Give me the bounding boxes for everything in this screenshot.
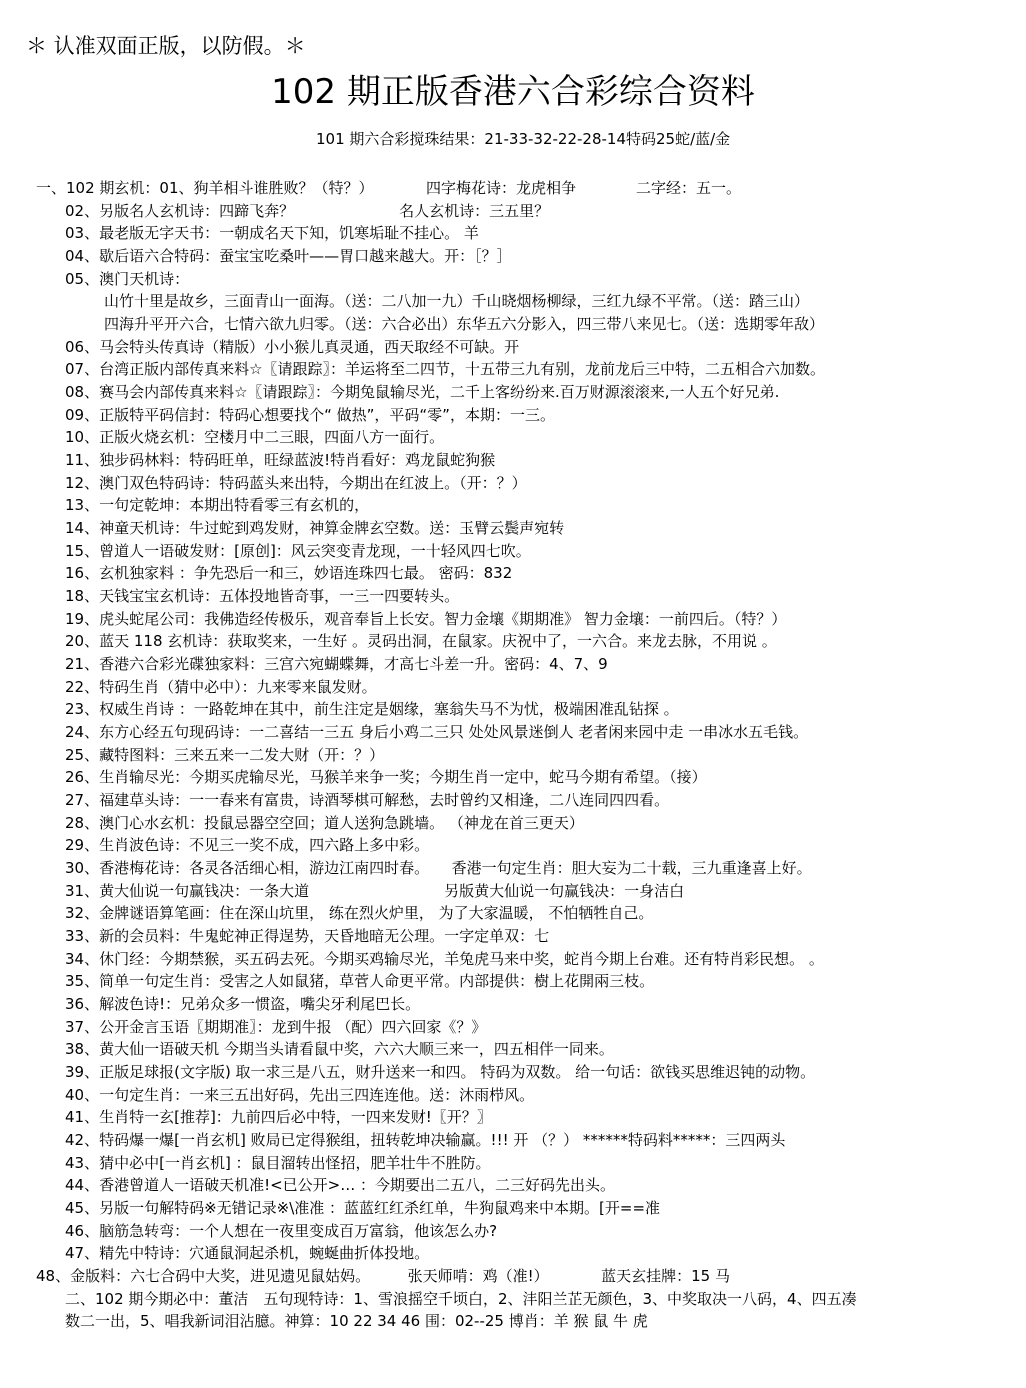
text-line: 32、金牌谜语算笔画：住在深山坑里， 练在烈火炉里， 为了大家温暖， 不怕牺牲自己。 [65,904,654,922]
text-line: 18、天钱宝宝玄机诗：五体投地皆奇事，一三一四要转头。 [65,587,460,605]
text-line: 03、最老版无字天书：一朝成名天下知，饥寒垢耻不挂心。 羊 [65,224,479,242]
text-line: 48、金版料：六七合码中大奖，进见遗见鼠姑妈。 张天师啃：鸡（准!） 蓝天玄挂牌：15 马 [36,1267,730,1285]
text-line: 45、另版一句解特码※无错记录※\准准 ：蓝蓝红红杀红单，牛狗鼠鸡来中本期。[开==准 [65,1199,661,1217]
text-line: 33、新的会员料：牛鬼蛇神正得逞势，天昏地暗无公理。一字定单双：七 [65,927,550,945]
text-line: 12、澳门双色特码诗：特码蓝头来出特，今期出在红波上。（开：？） [65,474,527,492]
text-line: 数二一出，5、唱我新词泪沾臆。神算：10 22 34 46 围：02--25 博肖：羊 猴 鼠 牛 虎 [65,1312,648,1330]
text-line: 24、东方心经五句现码诗：一二喜结一三五 身后小鸡二三只 处处风景迷倒人 老者闲来园中走 一串冰水五毛钱。 [65,723,809,741]
text-line: 07、台湾正版内部传真来料☆〖请跟踪〗：羊运将至二四节，十五带三九有别，龙前龙后三中特，二五相合六加数。 [65,360,826,378]
text-line: 山竹十里是故乡，三面青山一面海。（送：二八加一九）千山晓烟杨柳绿，三红九绿不平常。（送：踏三山） [104,292,810,310]
text-line: 25、藏特图料：三来五来一二发大财（开：？） [65,746,385,764]
text-line: 31、黄大仙说一句赢钱决：一条大道 另版黄大仙说一句赢钱决：一身洁白 [65,882,685,900]
text-line: 27、福建草头诗：一一春来有富贵，诗酒琴棋可解愁，去时曾约又相逢，二八连同四四看。 [65,791,670,809]
text-line: 09、正版特平码信封：特码心想要找个“ 做热”，平码“零”，本期：一三。 [65,406,555,424]
text-line: 43、猜中必中[一肖玄机] ：鼠目溜转出怪招，肥羊壮牛不胜防。 [65,1154,491,1172]
text-line: 47、精先中特诗：穴通鼠洞起杀机，蜿蜒曲折体投地。 [65,1244,430,1262]
text-line: 28、澳门心水玄机：投鼠忌器空空回；道人送狗急跳墙。 （神龙在首三更天） [65,814,584,832]
text-line: 13、一句定乾坤：本期出特看零三有玄机的， [65,496,370,514]
text-line: 29、生肖波色诗：不见三一奖不成，四六路上多中彩。 [65,836,430,854]
text-line: 19、虎头蛇尾公司：我佛造经传极乐，观音奉旨上长安。智力金壤《期期准》 智力金壤：一前四后。（特？） [65,610,787,628]
text-line: 36、解波色诗!：兄弟众多一惯盗，嘴尖牙利尾巴长。 [65,995,421,1013]
text-line: 22、特码生肖（猜中必中）：九来零来鼠发财。 [65,678,377,696]
text-line: 20、蓝天 118 玄机诗：获取奖来，一生好 。灵码出洞，在鼠家。庆祝中了，一六合。来龙去脉，不用说 。 [65,632,777,650]
text-line: 11、独步码林料：特码旺单，旺绿蓝波!特肖看好：鸡龙鼠蛇狗猴 [65,451,496,469]
text-line: 42、特码爆一爆[一肖玄机] 败局已定得猴组，扭转乾坤决输赢。!!! 开 （？） ******特码料*****：三四两头 [65,1131,786,1149]
text-line: 41、生肖特一玄[推荐]：九前四后必中特，一四来发财!〖开？〗 [65,1108,492,1126]
text-line: 08、赛马会内部传真来料☆〖请跟踪〗：今期兔鼠输尽光，二千上客纷纷来.百万财源滚滚来,一人五个好兄弟. [65,383,780,401]
page-title: 102 期正版香港六合彩综合资料 [271,72,755,112]
text-line: 30、香港梅花诗：各灵各活细心相，游边江南四时春。 香港一句定生肖：胆大妄为二十载，三九重逢喜上好。 [65,859,812,877]
text-line: 二、102 期今期必中：董洁 五句现特诗：1、雪浪摇空千顷白，2、沣阳兰芷无颜色，3、中奖取决一八码，4、四五凑 [65,1290,857,1308]
text-line: 10、正版火烧玄机：空楼月中二三眼，四面八方一面行。 [65,428,445,446]
text-line: 35、简单一句定生肖：受害之人如鼠猪，草菅人命更平常。内部提供：樹上花開兩三枝。 [65,972,655,990]
text-line: 21、香港六合彩光碟独家料：三宫六宛蝴蝶舞，才高七斗差一升。密码：4、7、9 [65,655,608,673]
text-line: 46、脑筋急转弯：一个人想在一夜里变成百万富翁，他该怎么办? [65,1222,498,1240]
draw-result: 101 期六合彩搅珠结果：21-33-32-22-28-14特码25蛇/蓝/金 [316,130,731,148]
text-line: 15、曾道人一语破发财：[原创]：风云突变青龙现，一十轻风四七吹。 [65,542,531,560]
text-line: 38、黄大仙一语破天机 今期当头请看鼠中奖，六六大顺三来一，四五相伴一同来。 [65,1040,614,1058]
text-line: 四海升平开六合，七情六欲九归零。（送：六合必出）东华五六分影入，四三带八来见七。（送：选期零年敌） [104,315,825,333]
text-line: 37、公开金言玉语〖期期准〗：龙到牛报 （配）四六回家《？》 [65,1018,487,1036]
text-line: 16、玄机独家料 ：争先恐后一和三，妙语连珠四七最。 密码：832 [65,564,513,582]
anti-fake-notice: ＊ 认准双面正版，以防假。＊ [26,34,306,58]
text-line: 06、马会特头传真诗（精版）小小猴儿真灵通，西天取经不可缺。开 [65,338,520,356]
text-line: 一、102 期玄机：01、狗羊相斗谁胜败？（特？） 四字梅花诗：龙虎相争 二字经：五一。 [36,179,741,197]
text-line: 39、正版足球报(文字版) 取一求三是八五，财升送来一和四。 特码为双数。 给一句话：欲钱买思维迟钝的动物。 [65,1063,816,1081]
text-line: 23、权威生肖诗 ：一路乾坤在其中，前生注定是姻缘，塞翁失马不为忧，极端困准乱钻探 。 [65,700,679,718]
text-line: 04、歇后语六合特码：蚕宝宝吃桑叶——胃口越来越大。开：［？］ [65,247,512,265]
text-line: 02、另版名人玄机诗：四蹄飞奔？ 名人玄机诗：三五里？ [65,202,550,220]
text-line: 40、一句定生肖：一来三五出好码，先出三四连连他。送：沐雨栉风。 [65,1086,535,1104]
text-line: 44、香港曾道人一语破天机准!<已公开>… ：今期要出二五八，二三好码先出头。 [65,1176,616,1194]
text-line: 05、澳门天机诗： [65,270,190,288]
text-line: 14、神童天机诗：牛过蛇到鸡发财，神算金牌玄空数。送：玉臂云鬓声宛转 [65,519,565,537]
text-line: 26、生肖输尽光：今期买虎输尽光，马猴羊来争一奖；今期生肖一定中，蛇马今期有希望。（接） [65,768,707,786]
text-line: 34、休门经：今期禁猴，买五码去死。今期买鸡输尽光，羊兔虎马来中奖，蛇肖今期上台难。还有特肖彩民想。 。 [65,950,824,968]
